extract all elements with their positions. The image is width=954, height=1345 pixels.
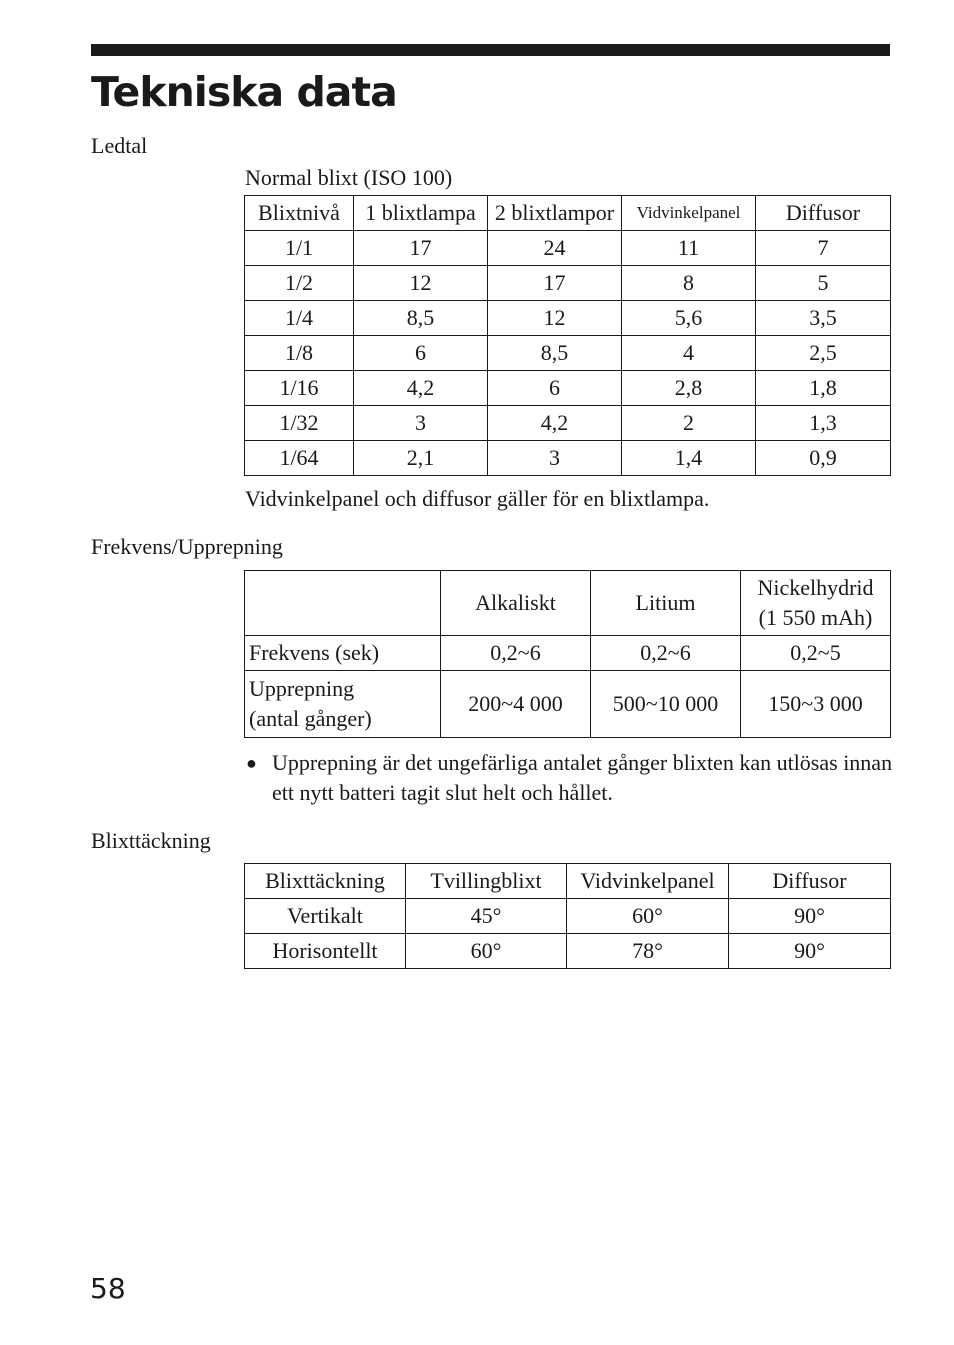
table-row	[245, 636, 891, 671]
table-header-cell: Blixtnivå	[245, 196, 354, 231]
table-header-cell: Vidvinkelpanel	[622, 196, 756, 231]
table-header-cell: Alkaliskt	[441, 571, 591, 636]
row-label: Frekvens (sek)	[249, 640, 380, 665]
bullet-icon: ●	[246, 753, 257, 773]
table-cell: 3	[488, 441, 622, 476]
table-cell: 1,3	[756, 406, 891, 441]
table-header-cell: Blixttäckning	[245, 864, 406, 899]
table-cell: 60°	[406, 934, 567, 969]
table-row	[245, 899, 891, 934]
table-row	[245, 671, 891, 738]
table-cell: 8	[622, 266, 756, 301]
table-cell: 6	[488, 371, 622, 406]
table-cell: 12	[354, 266, 488, 301]
table-row	[245, 934, 891, 969]
table-cell: 5	[756, 266, 891, 301]
table-cell: 6	[354, 336, 488, 371]
table-header-cell: 1 blixtlampa	[354, 196, 488, 231]
table-cell: 60°	[567, 899, 729, 934]
table-cell: 90°	[729, 899, 891, 934]
table-row	[245, 301, 891, 336]
table-cell: 2,5	[756, 336, 891, 371]
table-header-cell	[741, 571, 891, 636]
table-header-cell: Diffusor	[729, 864, 891, 899]
tackning-table	[244, 863, 891, 969]
bullet-text: Upprepning är det ungefärliga antalet gånger blixten kan utlösas innan ett nytt batteri tagit slut helt och hållet.	[272, 750, 893, 805]
table-cell: 0,2~5	[741, 636, 891, 671]
table-cell: 150~3 000	[741, 671, 891, 738]
table-header-cell	[245, 571, 441, 636]
table-cell: 2	[622, 406, 756, 441]
table-cell: 1/64	[245, 441, 354, 476]
ledtal-caption: Normal blixt (ISO 100)	[245, 165, 453, 190]
section-label-ledtal: Ledtal	[91, 133, 148, 158]
page-title: Tekniska data	[91, 68, 397, 116]
table-header-row	[245, 864, 891, 899]
table-cell	[245, 636, 441, 671]
table-header-cell: Vidvinkelpanel	[567, 864, 729, 899]
table-cell: 0,2~6	[591, 636, 741, 671]
table-cell: 24	[488, 231, 622, 266]
table-cell: 1/16	[245, 371, 354, 406]
table-cell: 4	[622, 336, 756, 371]
table-cell: 45°	[406, 899, 567, 934]
table-cell: 3	[354, 406, 488, 441]
table-row	[245, 336, 891, 371]
table-cell: 1,8	[756, 371, 891, 406]
row-label: Upprepning	[249, 676, 355, 701]
table-row	[245, 371, 891, 406]
table-cell: 1,4	[622, 441, 756, 476]
table-cell	[245, 671, 441, 738]
table-cell: 7	[756, 231, 891, 266]
table-cell: Horisontellt	[245, 934, 406, 969]
table-row	[245, 266, 891, 301]
table-cell: 17	[354, 231, 488, 266]
table-header-row	[245, 196, 891, 231]
table-cell: 500~10 000	[591, 671, 741, 738]
table-cell: 90°	[729, 934, 891, 969]
table-row	[245, 441, 891, 476]
table-header-cell: Litium	[591, 571, 741, 636]
table-cell: 4,2	[488, 406, 622, 441]
table-cell: 8,5	[488, 336, 622, 371]
header-line: Nickelhydrid	[757, 575, 874, 600]
table-cell: 200~4 000	[441, 671, 591, 738]
table-cell: 0,9	[756, 441, 891, 476]
table-row	[245, 406, 891, 441]
page-number: 58	[90, 1272, 126, 1305]
ledtal-note: Vidvinkelpanel och diffusor gäller för en blixtlampa.	[245, 486, 710, 511]
table-cell: 3,5	[756, 301, 891, 336]
ledtal-table	[244, 195, 891, 476]
table-header-cell: 2 blixtlampor	[488, 196, 622, 231]
bullet-note	[244, 748, 894, 808]
table-header-row	[245, 571, 891, 636]
table-cell: 1/1	[245, 231, 354, 266]
table-cell: 8,5	[354, 301, 488, 336]
top-rule	[91, 44, 890, 56]
table-cell: 1/2	[245, 266, 354, 301]
table-cell: 2,1	[354, 441, 488, 476]
table-header-cell: Tvillingblixt	[406, 864, 567, 899]
table-row	[245, 231, 891, 266]
section-label-frekvens: Frekvens/Upprepning	[91, 534, 283, 559]
table-cell: 17	[488, 266, 622, 301]
table-header-cell: Diffusor	[756, 196, 891, 231]
table-cell: 5,6	[622, 301, 756, 336]
table-cell: 1/4	[245, 301, 354, 336]
table-cell: 12	[488, 301, 622, 336]
table-cell: 2,8	[622, 371, 756, 406]
table-cell: 0,2~6	[441, 636, 591, 671]
row-label-extra: (antal gånger)	[249, 706, 372, 731]
table-cell: 1/8	[245, 336, 354, 371]
table-cell: 1/32	[245, 406, 354, 441]
table-cell: 11	[622, 231, 756, 266]
table-cell: 78°	[567, 934, 729, 969]
frekvens-table	[244, 570, 891, 738]
section-label-tackning: Blixttäckning	[91, 828, 211, 853]
header-line: (1 550 mAh)	[758, 605, 873, 630]
table-cell: Vertikalt	[245, 899, 406, 934]
table-cell: 4,2	[354, 371, 488, 406]
